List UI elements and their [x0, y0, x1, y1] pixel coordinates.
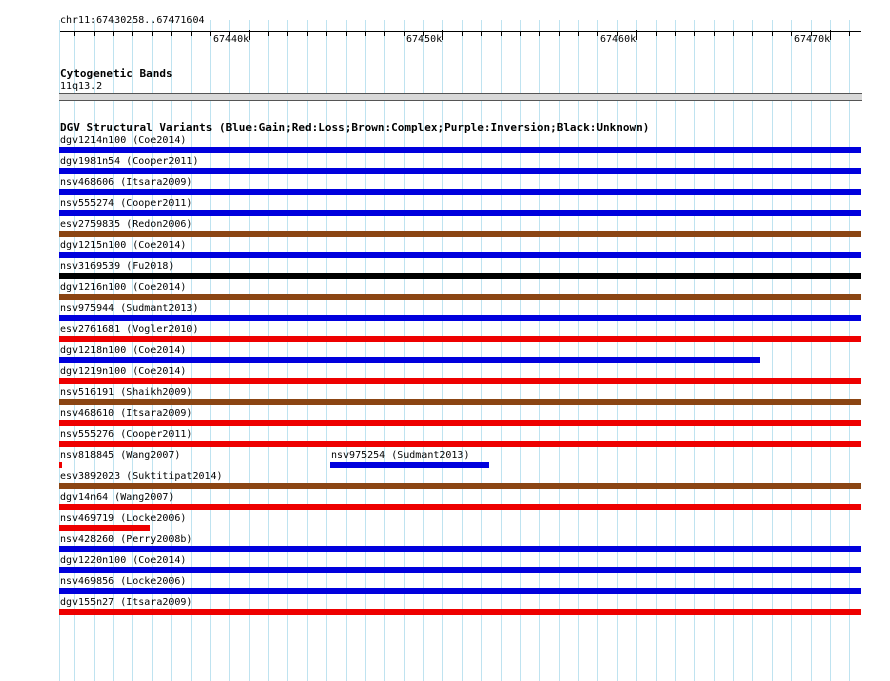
ruler-minor-tick — [132, 31, 133, 36]
dgv-feature-bar-gain[interactable] — [59, 252, 861, 258]
dgv-feature-label[interactable]: nsv469719 (Locke2006) — [60, 513, 187, 524]
ruler-minor-tick — [520, 31, 521, 36]
ruler-minor-tick — [849, 31, 850, 36]
dgv-track-title[interactable]: DGV Structural Variants (Blue:Gain;Red:Loss;Brown:Complex;Purple:Inversion;Black:Unknown) — [60, 121, 650, 134]
ruler-minor-tick — [346, 31, 347, 36]
dgv-feature-label[interactable]: dgv14n64 (Wang2007) — [60, 492, 175, 503]
ruler-minor-tick — [714, 31, 715, 36]
dgv-feature-label[interactable]: dgv1215n100 (Coe2014) — [60, 240, 187, 251]
dgv-feature-label[interactable]: esv2761681 (Vogler2010) — [60, 324, 199, 335]
dgv-feature-bar-loss[interactable] — [59, 525, 150, 531]
dgv-feature-bar-loss[interactable] — [59, 609, 861, 615]
dgv-feature-label[interactable]: dgv1214n100 (Coe2014) — [60, 135, 187, 146]
ruler-minor-tick — [772, 31, 773, 36]
cytoband-band[interactable] — [59, 93, 862, 101]
dgv-feature-label[interactable]: dgv1220n100 (Coe2014) — [60, 555, 187, 566]
ruler-minor-tick — [559, 31, 560, 36]
dgv-feature-label[interactable]: nsv469856 (Locke2006) — [60, 576, 187, 587]
dgv-feature-bar-loss[interactable] — [59, 378, 861, 384]
ruler-minor-tick — [462, 31, 463, 36]
ruler-major-tick — [249, 30, 250, 40]
ruler-minor-tick — [597, 31, 598, 36]
dgv-feature-label[interactable]: dgv1981n54 (Cooper2011) — [60, 156, 199, 167]
ruler-minor-tick — [791, 31, 792, 36]
ruler-minor-tick — [733, 31, 734, 36]
ruler-minor-tick — [152, 31, 153, 36]
dgv-feature-label[interactable]: nsv468610 (Itsara2009) — [60, 408, 193, 419]
dgv-feature-bar-gain[interactable] — [59, 210, 861, 216]
ruler-tick-label: 67450k — [406, 34, 443, 45]
dgv-feature-label[interactable]: nsv468606 (Itsara2009) — [60, 177, 193, 188]
dgv-feature-bar-loss[interactable] — [59, 504, 861, 510]
dgv-feature-bar-complex[interactable] — [59, 399, 861, 405]
dgv-feature-bar-complex[interactable] — [59, 483, 861, 489]
dgv-feature-label[interactable]: nsv555274 (Cooper2011) — [60, 198, 193, 209]
dgv-feature-bar-loss[interactable] — [59, 336, 861, 342]
ruler-location: chr11:67430258..67471604 — [60, 15, 205, 26]
cytoband-track-title[interactable]: Cytogenetic Bands — [60, 67, 173, 80]
dgv-feature-label[interactable]: nsv3169539 (Fu2018) — [60, 261, 175, 272]
ruler-minor-tick — [578, 31, 579, 36]
dgv-feature-label[interactable]: dgv155n27 (Itsara2009) — [60, 597, 193, 608]
dgv-feature-bar-gain[interactable] — [59, 357, 760, 363]
dgv-feature-bar-loss[interactable] — [59, 441, 861, 447]
ruler-minor-tick — [287, 31, 288, 36]
ruler-minor-tick — [326, 31, 327, 36]
dgv-feature-bar-gain[interactable] — [59, 567, 861, 573]
ruler-minor-tick — [268, 31, 269, 36]
ruler-minor-tick — [404, 31, 405, 36]
dgv-feature-bar-gain[interactable] — [59, 147, 861, 153]
ruler-minor-tick — [365, 31, 366, 36]
dgv-feature-label[interactable]: nsv975944 (Sudmant2013) — [60, 303, 199, 314]
dgv-feature-label[interactable]: dgv1218n100 (Coe2014) — [60, 345, 187, 356]
ruler-minor-tick — [113, 31, 114, 36]
dgv-feature-bar-gain[interactable] — [330, 462, 489, 468]
dgv-feature-bar-gain[interactable] — [59, 168, 861, 174]
ruler-minor-tick — [675, 31, 676, 36]
ruler-minor-tick — [539, 31, 540, 36]
dgv-feature-bar-loss[interactable] — [59, 420, 861, 426]
ruler-minor-tick — [656, 31, 657, 36]
dgv-feature-label[interactable]: dgv1219n100 (Coe2014) — [60, 366, 187, 377]
ruler-minor-tick — [171, 31, 172, 36]
cytoband-label: 11q13.2 — [60, 81, 103, 92]
dgv-feature-label[interactable]: esv3892023 (Suktitipat2014) — [60, 471, 223, 482]
dgv-feature-label[interactable]: nsv428260 (Perry2008b) — [60, 534, 193, 545]
dgv-feature-label[interactable]: nsv555276 (Cooper2011) — [60, 429, 193, 440]
ruler-minor-tick — [307, 31, 308, 36]
ruler-minor-tick — [481, 31, 482, 36]
dgv-feature-label[interactable]: dgv1216n100 (Coe2014) — [60, 282, 187, 293]
ruler-major-tick — [442, 30, 443, 40]
dgv-feature-label[interactable]: esv2759835 (Redon2006) — [60, 219, 193, 230]
dgv-feature-bar-gain[interactable] — [59, 588, 861, 594]
ruler-major-tick — [830, 30, 831, 40]
ruler-minor-tick — [694, 31, 695, 36]
ruler-tick-label: 67470k — [794, 34, 831, 45]
ruler-major-tick — [636, 30, 637, 40]
ruler-tick-label: 67460k — [600, 34, 637, 45]
dgv-feature-bar-loss[interactable] — [59, 462, 62, 468]
dgv-feature-label[interactable]: nsv818845 (Wang2007) — [60, 450, 181, 461]
ruler-minor-tick — [210, 31, 211, 36]
ruler-line — [60, 31, 861, 32]
ruler-tick-label: 67440k — [213, 34, 250, 45]
ruler-minor-tick — [501, 31, 502, 36]
ruler-minor-tick — [74, 31, 75, 36]
dgv-feature-bar-gain[interactable] — [59, 315, 861, 321]
ruler-minor-tick — [191, 31, 192, 36]
dgv-feature-bar-gain[interactable] — [59, 546, 861, 552]
ruler-minor-tick — [94, 31, 95, 36]
dgv-feature-bar-gain[interactable] — [59, 189, 861, 195]
dgv-feature-bar-complex[interactable] — [59, 231, 861, 237]
ruler-minor-tick — [384, 31, 385, 36]
dgv-feature-label[interactable]: nsv516191 (Shaikh2009) — [60, 387, 193, 398]
dgv-feature-label[interactable]: nsv975254 (Sudmant2013) — [331, 450, 470, 461]
dgv-feature-bar-complex[interactable] — [59, 294, 861, 300]
dgv-feature-bar-unknown[interactable] — [59, 273, 861, 279]
ruler-minor-tick — [752, 31, 753, 36]
